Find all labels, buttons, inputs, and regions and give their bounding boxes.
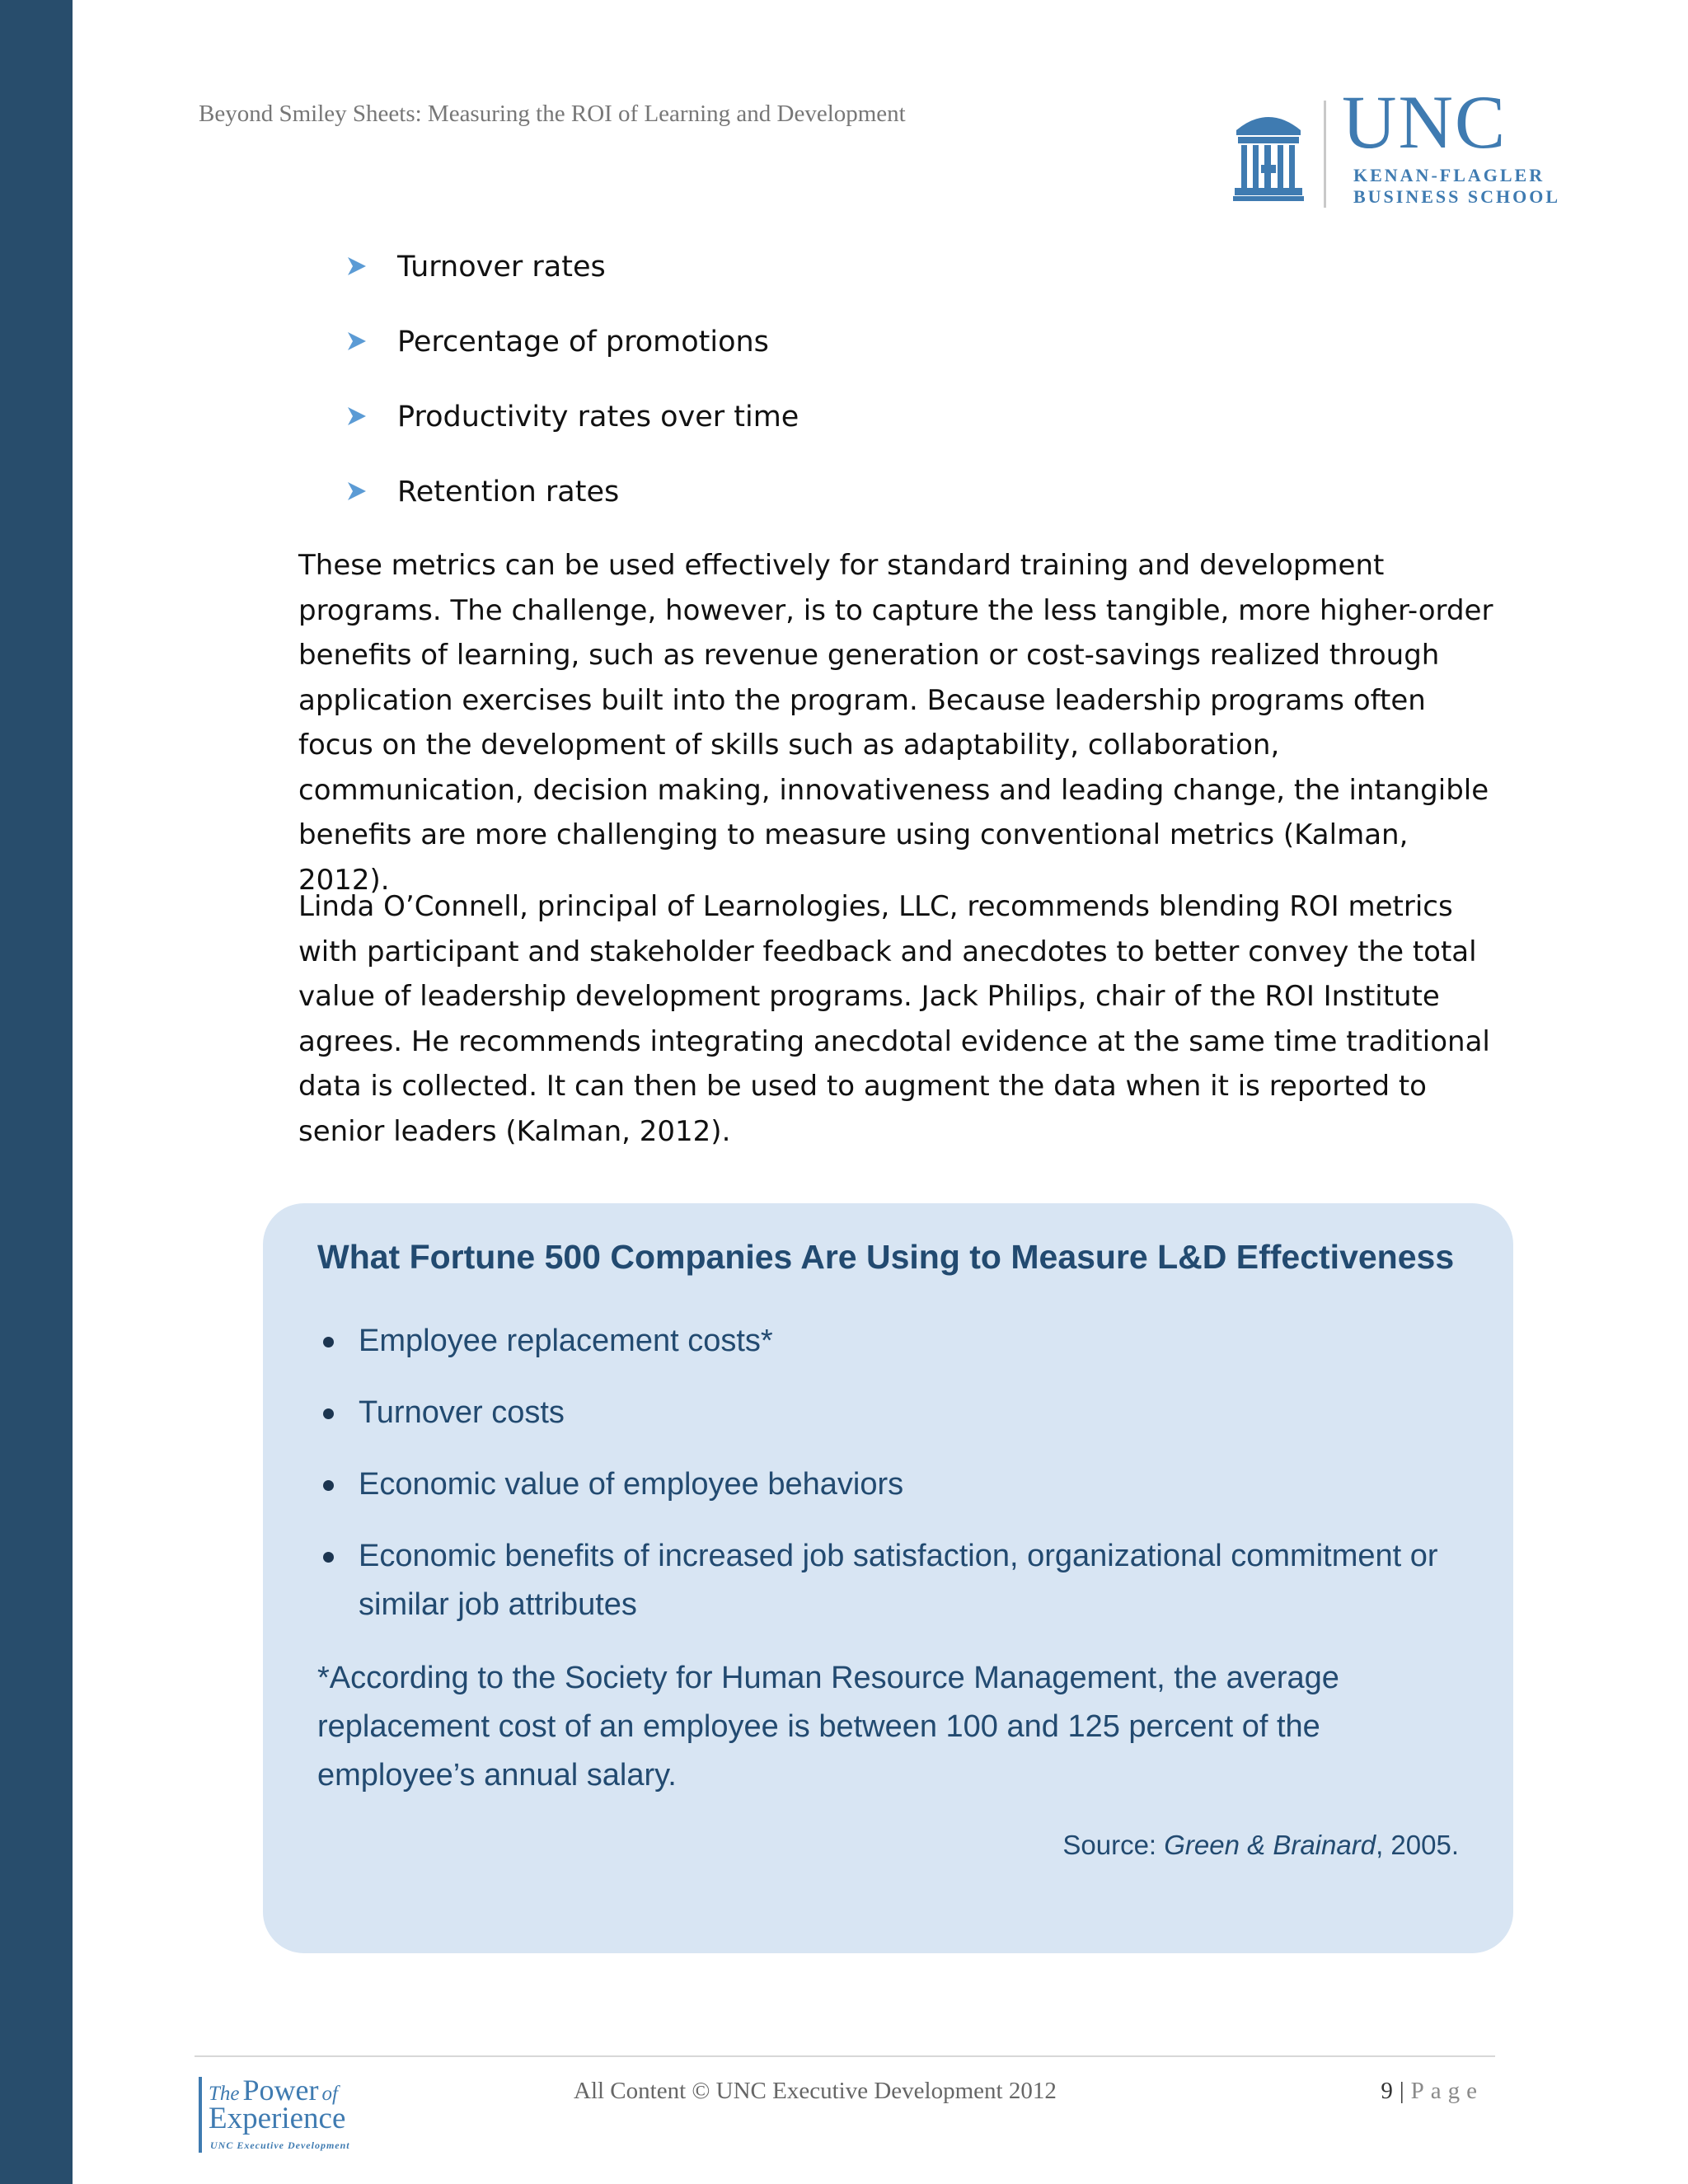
callout-title: What Fortune 500 Companies Are Using to Measure L&D Effectiveness — [317, 1238, 1455, 1276]
metrics-list-label: Percentage of promotions — [397, 326, 769, 359]
callout-item-label: Employee replacement costs* — [359, 1324, 773, 1358]
footer-logo-tagline: UNC Executive Development — [210, 2139, 350, 2151]
logo-wordmark: UNC — [1342, 80, 1507, 164]
page-number: 9 — [1381, 2078, 1393, 2104]
footer-divider — [195, 2055, 1495, 2057]
source-title: Green & Brainard — [1164, 1830, 1376, 1860]
fortune-500-callout-box — [263, 1203, 1513, 1953]
source-prefix: Source: — [1062, 1830, 1165, 1860]
logo-subtitle-line2: BUSINESS SCHOOL — [1353, 186, 1561, 207]
footer-logo-power: Power — [242, 2074, 319, 2107]
metrics-list-label: Turnover rates — [397, 251, 606, 284]
metrics-list-item — [346, 247, 799, 322]
logo-subtitle — [1353, 165, 1560, 208]
callout-item-label: Economic value of employee behaviors — [359, 1467, 904, 1502]
callout-item-label: Economic benefits of increased job satisfaction, organizational commitment or similar job attributes — [359, 1539, 1438, 1622]
arrow-bullet-icon — [346, 330, 368, 352]
metrics-list-item — [346, 322, 799, 397]
power-of-experience-logo — [199, 2075, 405, 2158]
callout-item-label: Turnover costs — [359, 1395, 565, 1430]
old-well-icon — [1233, 105, 1304, 201]
unc-kenan-flagler-logo — [1233, 80, 1604, 213]
bullet-dot-icon — [323, 1552, 334, 1563]
callout-source — [1062, 1830, 1459, 1861]
callout-footnote: *According to the Society for Human Resource Management, the average replacement cost of an employee is between 100 and 125 percent of the employee’s annual salary. — [317, 1661, 1339, 1793]
logo-subtitle-line1: KENAN-FLAGLER — [1353, 165, 1545, 185]
document-header-title: Beyond Smiley Sheets: Measuring the ROI of Learning and Development — [199, 101, 906, 127]
callout-list-item — [321, 1389, 1458, 1437]
callout-list — [321, 1317, 1458, 1652]
callout-list-item — [321, 1317, 1458, 1366]
body-paragraph-metrics: These metrics can be used effectively for standard training and development programs. The challenge, however, is to capture the less tangible, more higher-order benefits of learning, such as revenue generation or cost-savings realized through application exercises built into the program. Because leadership programs often focus on the development of skills such as adaptability, collaboration, communication, decision making, innovativeness and leading change, the intangible benefits are more challenging to measure using conventional metrics (Kalman, 2012). — [298, 549, 1493, 897]
callout-list-item — [321, 1460, 1458, 1509]
footer-logo-the: The — [209, 2083, 240, 2105]
footer-logo-line1 — [209, 2075, 338, 2105]
metrics-list-item — [346, 472, 799, 547]
metrics-list-label: Productivity rates over time — [397, 401, 799, 434]
arrow-bullet-icon — [346, 405, 368, 427]
body-paragraph-oconnell: Linda O’Connell, principal of Learnologies, LLC, recommends blending ROI metrics with participant and stakeholder feedback and anecdotes to better convey the total value of leadership development programs. Jack Philips, chair of the ROI Institute agrees. He recommends integrating anecdotal evidence at the same time traditional data is collected. It can then be used to augment the data when it is reported to senior leaders (Kalman, 2012). — [298, 890, 1490, 1148]
left-accent-bar — [0, 0, 73, 2184]
metrics-list-label: Retention rates — [397, 476, 620, 509]
footer-logo-of: of — [321, 2083, 338, 2105]
footer-page-number — [1381, 2078, 1484, 2105]
arrow-bullet-icon — [346, 255, 368, 277]
source-suffix: , 2005. — [1376, 1830, 1459, 1860]
footer-logo-bar — [199, 2077, 202, 2153]
page-label: Page — [1410, 2078, 1484, 2104]
metrics-list — [346, 247, 799, 547]
page-separator: | — [1399, 2078, 1404, 2104]
arrow-bullet-icon — [346, 480, 368, 502]
footer-logo-experience: Experience — [209, 2102, 346, 2135]
footer-copyright: All Content © UNC Executive Development 2012 — [574, 2078, 1057, 2104]
callout-list-item — [321, 1532, 1458, 1629]
metrics-list-item — [346, 397, 799, 472]
bullet-dot-icon — [323, 1480, 334, 1491]
bullet-dot-icon — [323, 1408, 334, 1419]
logo-divider — [1324, 101, 1326, 208]
bullet-dot-icon — [323, 1337, 334, 1347]
